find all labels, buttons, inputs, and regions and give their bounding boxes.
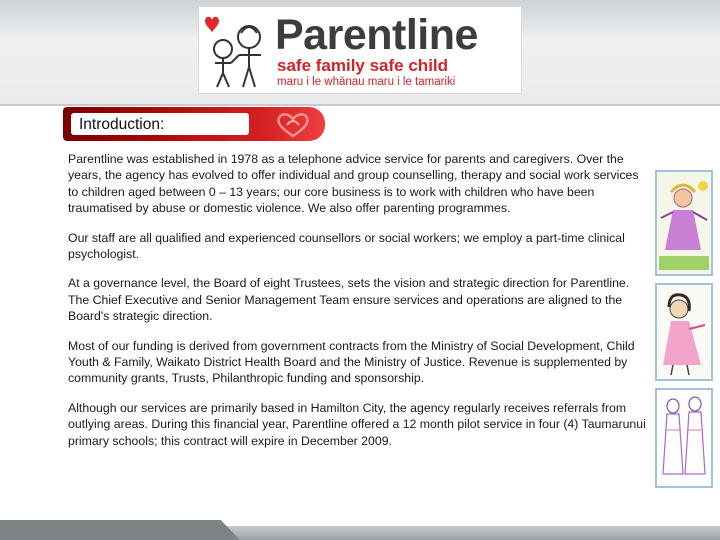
child-drawing-1 xyxy=(655,170,713,276)
header-divider xyxy=(0,104,720,106)
logo-maori-line: maru i le whānau maru i le tamariki xyxy=(277,76,456,88)
heart-icon xyxy=(205,17,219,33)
paragraph-services: Although our services are primarily based in Hamilton City, the agency regularly receives referrals from outlying areas. During this financial year, Parentline offered a 12 month pilot service in four (4) Taumarunui primary schools; this contract will expire in December 2009. xyxy=(68,400,646,448)
paragraph-staff: Our staff are all qualified and experienced counsellors or social workers; we employ a part-time clinical psychologist. xyxy=(68,230,625,262)
heart-swirl-icon xyxy=(273,111,313,139)
child-drawing-3 xyxy=(655,388,713,488)
child-drawing-2 xyxy=(655,283,713,381)
intro-content xyxy=(68,151,648,462)
logo-title: Parentline xyxy=(275,11,478,59)
footer-accent xyxy=(0,520,240,540)
parentline-logo xyxy=(198,6,522,94)
paragraph-history: Parentline was established in 1978 as a telephone advice service for parents and caregivers. Over the years, the agency has evolved to offer individual and group counselling, therapy and social work services to children aged between 0 – 13 years; our core business is to work with children who have been traumatised by abuse or domestic violence. We also offer parenting programmes. xyxy=(68,152,639,216)
paragraph-funding: Most of our funding is derived from government contracts from the Ministry of Social Development, Child Youth & Family, Waikato District Health Board and the Ministry of Justice. Revenue is supplemented by community grants, Trusts, Philanthropic funding and sponsorship. xyxy=(68,338,635,386)
paragraph-governance: At a governance level, the Board of eight Trustees, sets the vision and strategic direction for Parentline. The Chief Executive and Senior Management Team ensure services and operations are aligned to the Board's strategic direction. xyxy=(68,276,630,324)
logo-tagline: safe family safe child xyxy=(277,56,449,75)
children-figures-icon xyxy=(203,11,275,91)
section-heading: Introduction: xyxy=(79,116,165,133)
section-heading-bar xyxy=(63,107,325,141)
